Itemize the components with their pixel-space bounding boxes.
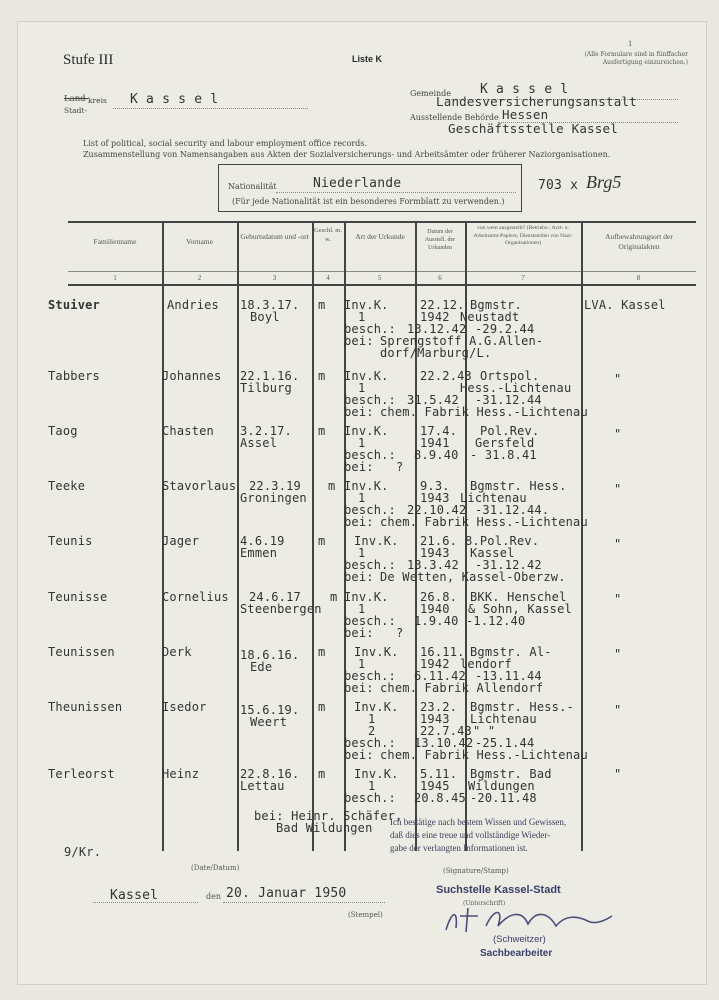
kreis-value: K a s s e l xyxy=(130,92,219,107)
column-divider-3 xyxy=(312,221,314,851)
row-doc-line: bei: xyxy=(344,681,374,695)
confirmation-line1: Ich bestätige nach bestem Wissen und Gewissen, xyxy=(390,817,567,827)
signature-label: (Signature/Stamp) xyxy=(443,867,509,875)
row-archive: " xyxy=(614,537,622,551)
row-sex: m xyxy=(318,767,326,781)
row-birth-date: 22.8.16. xyxy=(240,767,300,781)
confirmation-line2: daß dies eine treue und vollständige Wieder- xyxy=(390,830,551,840)
row-archive: " xyxy=(614,372,622,386)
row-doc-line: Inv.K. xyxy=(344,369,389,383)
row-issuer-line: 8.Pol.Rev. xyxy=(465,534,540,548)
row-employer-line: Sprengstoff A.G.Allen- xyxy=(380,334,544,348)
row-issuer-line: lendorf xyxy=(460,657,512,671)
row-archive: " xyxy=(614,592,622,606)
row-issuer-line: Lichtenau xyxy=(460,491,527,505)
row-surname: Teeke xyxy=(48,479,86,493)
row-doc-line: 1 xyxy=(358,381,366,395)
row-sex: m xyxy=(330,590,338,604)
row-doc-line: 1 xyxy=(358,546,366,560)
row-issuer-line: Lichtenau xyxy=(470,712,537,726)
row-date-line: 13.3.42 xyxy=(407,558,459,572)
row-date-line: 20.8.45 xyxy=(414,791,466,805)
row-date-line: 22.10.42 xyxy=(407,503,467,517)
stufe-title: Stufe III xyxy=(63,52,114,68)
row-issuer-line: Bgmstr. Al- xyxy=(470,645,552,659)
row-date-line: 5.11. xyxy=(420,767,458,781)
row-issuer-line: Bgmstr. xyxy=(470,298,522,312)
row-issuer-line: " " xyxy=(473,724,496,738)
row-birth-date: 18.3.17. xyxy=(240,298,300,312)
place-underline xyxy=(93,902,198,903)
column-number-1: 1 xyxy=(113,274,117,282)
row-archive: " xyxy=(614,767,622,781)
row-doc-line: bei: xyxy=(344,570,374,584)
row-doc-line: 1 xyxy=(358,602,366,616)
column-divider-2 xyxy=(237,221,239,851)
description-en: List of political, social security and labour employment office records. xyxy=(83,139,367,148)
row-doc-line: besch.: xyxy=(344,736,396,750)
row-surname: Teunis xyxy=(48,534,93,548)
row-birth-place: Groningen xyxy=(240,491,307,505)
row-issuer-line: - 31.8.41 xyxy=(470,448,537,462)
row-doc-line: besch.: xyxy=(344,614,396,628)
row-given-name: Heinz xyxy=(162,767,200,781)
row-doc-line: 1 xyxy=(358,491,366,505)
row-date-line: 22.2.43 xyxy=(420,369,472,383)
row-issuer-line: BKK. Henschel xyxy=(470,590,567,604)
row-issuer-line: Wildungen xyxy=(468,779,535,793)
row-archive: " xyxy=(614,427,622,441)
behoerde-line2: Hessen xyxy=(502,107,549,122)
row-given-name: Cornelius xyxy=(162,590,229,604)
row-date-line: 1.9.40 xyxy=(414,614,459,628)
row-issuer-line: -31.12.44 xyxy=(475,393,542,407)
column-number-3: 3 xyxy=(272,274,277,282)
row-date-line: 6.11.42 xyxy=(414,669,466,683)
row-date-line: 1943 xyxy=(420,712,450,726)
row-surname: Taog xyxy=(48,424,78,438)
row-doc-line: 1 xyxy=(358,657,366,671)
row-birth-date: 4.6.19 xyxy=(240,534,285,548)
signer-name: (Schweitzer) xyxy=(493,934,546,945)
row-date-line: 1943 xyxy=(420,546,450,560)
column-header-birth: Geburtsdatum und -ort xyxy=(240,232,309,241)
description-de: Zusammenstellung von Namensangaben aus Akten der Sozialversicherungs- und Arbeitsämter oder früherer Naziorganisationen. xyxy=(83,150,611,159)
row-birth-place: Lettau xyxy=(240,779,285,793)
row-doc-line: bei: xyxy=(344,515,374,529)
row-date-line: 16.11. xyxy=(420,645,465,659)
row-doc-line: besch.: xyxy=(344,448,396,462)
row-employer-line: chem. Fabrik Allendorf xyxy=(380,681,544,695)
employer-note-line1: bei: Heinr. Schäfer, xyxy=(254,809,403,823)
row-date-line: 22.12. xyxy=(420,298,465,312)
row-doc-line: bei: xyxy=(344,626,374,640)
row-surname: Terleorst xyxy=(48,767,115,781)
row-doc-line: 2 xyxy=(368,724,376,738)
corner-mark: 1 xyxy=(628,40,633,48)
column-header-archive: Aufbewahrungsort der Originalakten xyxy=(605,232,673,251)
row-date-line: 23.2. xyxy=(420,700,458,714)
row-issuer-line: -29.2.44 xyxy=(475,322,535,336)
stempel-label: (Stempel) xyxy=(348,911,383,919)
behoerde-line3: Geschäftsstelle Kassel xyxy=(448,121,618,136)
row-issuer-line: Ortspol. xyxy=(480,369,540,383)
document-sheet xyxy=(18,22,706,984)
reference-code: 9/Kr. xyxy=(64,845,102,859)
liste-title: Liste K xyxy=(352,54,383,64)
row-date-line: 21.6. xyxy=(420,534,458,548)
employer-note-line2: Bad Wildungen xyxy=(276,821,373,835)
row-doc-line: Inv.K. xyxy=(344,424,389,438)
row-doc-line: Inv.K. xyxy=(344,298,389,312)
row-employer-line: ? xyxy=(396,626,404,640)
row-sex: m xyxy=(318,424,326,438)
row-birth-date: 24.6.17 xyxy=(249,590,301,604)
row-issuer-line: -13.11.44 xyxy=(475,669,542,683)
kreis-prefix: Land- xyxy=(64,94,89,104)
row-doc-line: Inv.K. xyxy=(354,767,399,781)
row-issuer-line: Neustadt xyxy=(460,310,520,324)
column-number-7: 7 xyxy=(521,274,525,282)
row-given-name: Andries xyxy=(167,298,219,312)
row-doc-line: bei: xyxy=(344,405,374,419)
row-birth-date: 15.6.19. xyxy=(240,703,300,717)
row-doc-line: besch.: xyxy=(344,322,396,336)
row-birth-place: Tilburg xyxy=(240,381,292,395)
row-doc-line: Inv.K. xyxy=(344,590,389,604)
column-header-surname: Familienname xyxy=(93,237,137,246)
nationality-note: (Für jede Nationalität ist ein besonderes Formblatt zu verwenden.) xyxy=(232,197,505,206)
row-sex: m xyxy=(318,534,326,548)
row-doc-line: besch.: xyxy=(344,791,396,805)
place-value: Kassel xyxy=(110,888,159,903)
row-employer-line: chem. Fabrik Hess.-Lichtenau xyxy=(380,515,588,529)
column-number-8: 8 xyxy=(636,274,641,282)
row-doc-line: Inv.K. xyxy=(354,700,399,714)
row-archive: " xyxy=(614,482,622,496)
row-doc-line: besch.: xyxy=(344,393,396,407)
row-employer-line: ? xyxy=(396,460,404,474)
corner-note: (Alle Formulare sind in fünffacher Ausfertigung einzureichen.) xyxy=(584,51,688,66)
row-doc-line: 1 xyxy=(358,310,366,324)
row-issuer-line: -25.1.44 xyxy=(475,736,535,750)
row-date-line: 8.9.40 xyxy=(414,448,459,462)
row-date-line: 26.8. xyxy=(420,590,458,604)
row-doc-line: bei: xyxy=(344,460,374,474)
stadt-label: Stadt- xyxy=(64,106,87,115)
kreis-suffix: kreis xyxy=(88,96,107,105)
row-doc-line: Inv.K. xyxy=(354,645,399,659)
row-birth-place: Weert xyxy=(250,715,288,729)
gemeinde-value: K a s s e l xyxy=(480,82,569,97)
row-date-line: 1943 xyxy=(420,491,450,505)
row-date-line: 1945 xyxy=(420,779,450,793)
column-number-2: 2 xyxy=(197,274,202,282)
row-date-line: 1942 xyxy=(420,657,450,671)
row-surname: Theunissen xyxy=(48,700,123,714)
column-header-issuer: von wem ausgestellt? (Betriebs-, Arzt- u. Arbeitsamt-Papiere, Dienststellen von Nazi-Organisationen) xyxy=(473,225,573,246)
row-date-line: 1942 xyxy=(420,310,450,324)
row-sex: m xyxy=(318,298,326,312)
row-issuer-line: & Sohn, Kassel xyxy=(468,602,572,616)
row-birth-place: Boyl xyxy=(250,310,280,324)
date-label: (Date/Datum) xyxy=(191,864,240,872)
row-issuer-line: Bgmstr. Hess.- xyxy=(470,700,574,714)
column-header-document-type: Art der Urkunde xyxy=(355,232,405,241)
row-surname: Teunisse xyxy=(48,590,108,604)
row-issuer-line: Gersfeld xyxy=(475,436,535,450)
row-doc-line: 1 xyxy=(368,712,376,726)
row-employer-line: chem. Fabrik Hess.-Lichtenau xyxy=(380,748,588,762)
date-underline xyxy=(223,902,385,903)
row-date-line: 9.3. xyxy=(420,479,450,493)
behoerde-label: Ausstellende Behörde xyxy=(410,113,499,122)
row-birth-place: Steenbergen xyxy=(240,602,322,616)
row-issuer-line: Kassel xyxy=(470,546,515,560)
nationality-value: Niederlande xyxy=(313,176,402,191)
row-issuer-line: Bgmstr. Bad xyxy=(470,767,552,781)
row-surname: Stuiver xyxy=(48,298,100,312)
row-issuer-line: -31.12.44. xyxy=(475,503,550,517)
row-birth-date: 22.3.19 xyxy=(249,479,301,493)
row-doc-line: 1 xyxy=(368,779,376,793)
column-number-4: 4 xyxy=(326,274,330,282)
office-sub-label: (Unterschrift) xyxy=(463,900,506,907)
row-doc-line: bei: xyxy=(344,334,374,348)
row-sex: m xyxy=(328,479,336,493)
row-sex: m xyxy=(318,645,326,659)
row-surname: Tabbers xyxy=(48,369,100,383)
row-issuer-line: Pol.Rev. xyxy=(480,424,540,438)
column-header-given-name: Vorname xyxy=(186,237,213,246)
row-birth-date: 18.6.16. xyxy=(240,648,300,662)
date-value: 20. Januar 1950 xyxy=(226,886,347,901)
row-date-line: 17.4. xyxy=(420,424,458,438)
row-date-line: 1941 xyxy=(420,436,450,450)
confirmation-line3: gabe der verlangten Informationen ist. xyxy=(390,843,528,853)
row-doc-line: 1 xyxy=(358,436,366,450)
column-header-issue-date: Datum der Ausstell. der Urkunden xyxy=(424,229,456,251)
row-issuer-line: Hess.-Lichtenau xyxy=(460,381,572,395)
kreis-underline xyxy=(113,108,308,109)
office-stamp: Suchstelle Kassel-Stadt xyxy=(436,884,561,896)
gemeinde-label: Gemeinde xyxy=(410,89,452,98)
row-birth-date: 22.1.16. xyxy=(240,369,300,383)
handwritten-signature xyxy=(438,902,618,938)
column-header-sex: Geschl. m. w. xyxy=(314,227,342,243)
row-issuer-line: -1.12.40 xyxy=(466,614,526,628)
row-issuer-line: Bgmstr. Hess. xyxy=(470,479,567,493)
row-surname: Teunissen xyxy=(48,645,115,659)
row-birth-place: Assel xyxy=(240,436,278,450)
behoerde-line1: Landesversicherungsanstalt xyxy=(436,94,637,109)
row-given-name: Chasten xyxy=(162,424,214,438)
signer-role: Sachbearbeiter xyxy=(480,948,553,959)
row-sex: m xyxy=(318,369,326,383)
row-given-name: Isedor xyxy=(162,700,207,714)
row-given-name: Stavorlaus xyxy=(162,479,237,493)
row-doc-line: Inv.K. xyxy=(344,479,389,493)
row-sex: m xyxy=(318,700,326,714)
row-date-line: 31.5.42 xyxy=(407,393,459,407)
row-archive: " xyxy=(614,703,622,717)
row-birth-date: 3.2.17. xyxy=(240,424,292,438)
row-doc-line: besch.: xyxy=(344,669,396,683)
row-birth-place: Emmen xyxy=(240,546,278,560)
row-date-line: 1940 xyxy=(420,602,450,616)
row-doc-line: besch.: xyxy=(344,558,396,572)
row-doc-line: bei: xyxy=(344,748,374,762)
row-date-line: 13.10.42 xyxy=(414,736,474,750)
row-archive: LVA. Kassel xyxy=(584,298,666,312)
row-doc-line: Inv.K. xyxy=(354,534,399,548)
row-employer-line: De Wetten, Kassel-Oberzw. xyxy=(380,570,566,584)
reference-handwritten: Brg5 xyxy=(586,172,622,192)
den-label: den xyxy=(206,892,222,901)
nationality-label: Nationalität xyxy=(228,182,277,191)
row-date-line: 22.7.43 xyxy=(420,724,472,738)
row-given-name: Jager xyxy=(162,534,200,548)
row-employer-line: chem. Fabrik Hess.-Lichtenau xyxy=(380,405,588,419)
row-given-name: Johannes xyxy=(162,369,222,383)
row-employer-line: dorf/Marburg/L. xyxy=(380,346,492,360)
row-issuer-line: -20.11.48 xyxy=(470,791,537,805)
column-number-5: 5 xyxy=(377,274,382,282)
reference-number: 703 x xyxy=(538,178,579,193)
row-given-name: Derk xyxy=(162,645,192,659)
row-issuer-line: -31.12.42 xyxy=(475,558,542,572)
row-birth-place: Ede xyxy=(250,660,273,674)
nationality-underline xyxy=(276,192,516,193)
row-doc-line: besch.: xyxy=(344,503,396,517)
column-number-6: 6 xyxy=(438,274,442,282)
row-date-line: 13.12.42 xyxy=(407,322,467,336)
row-archive: " xyxy=(614,647,622,661)
